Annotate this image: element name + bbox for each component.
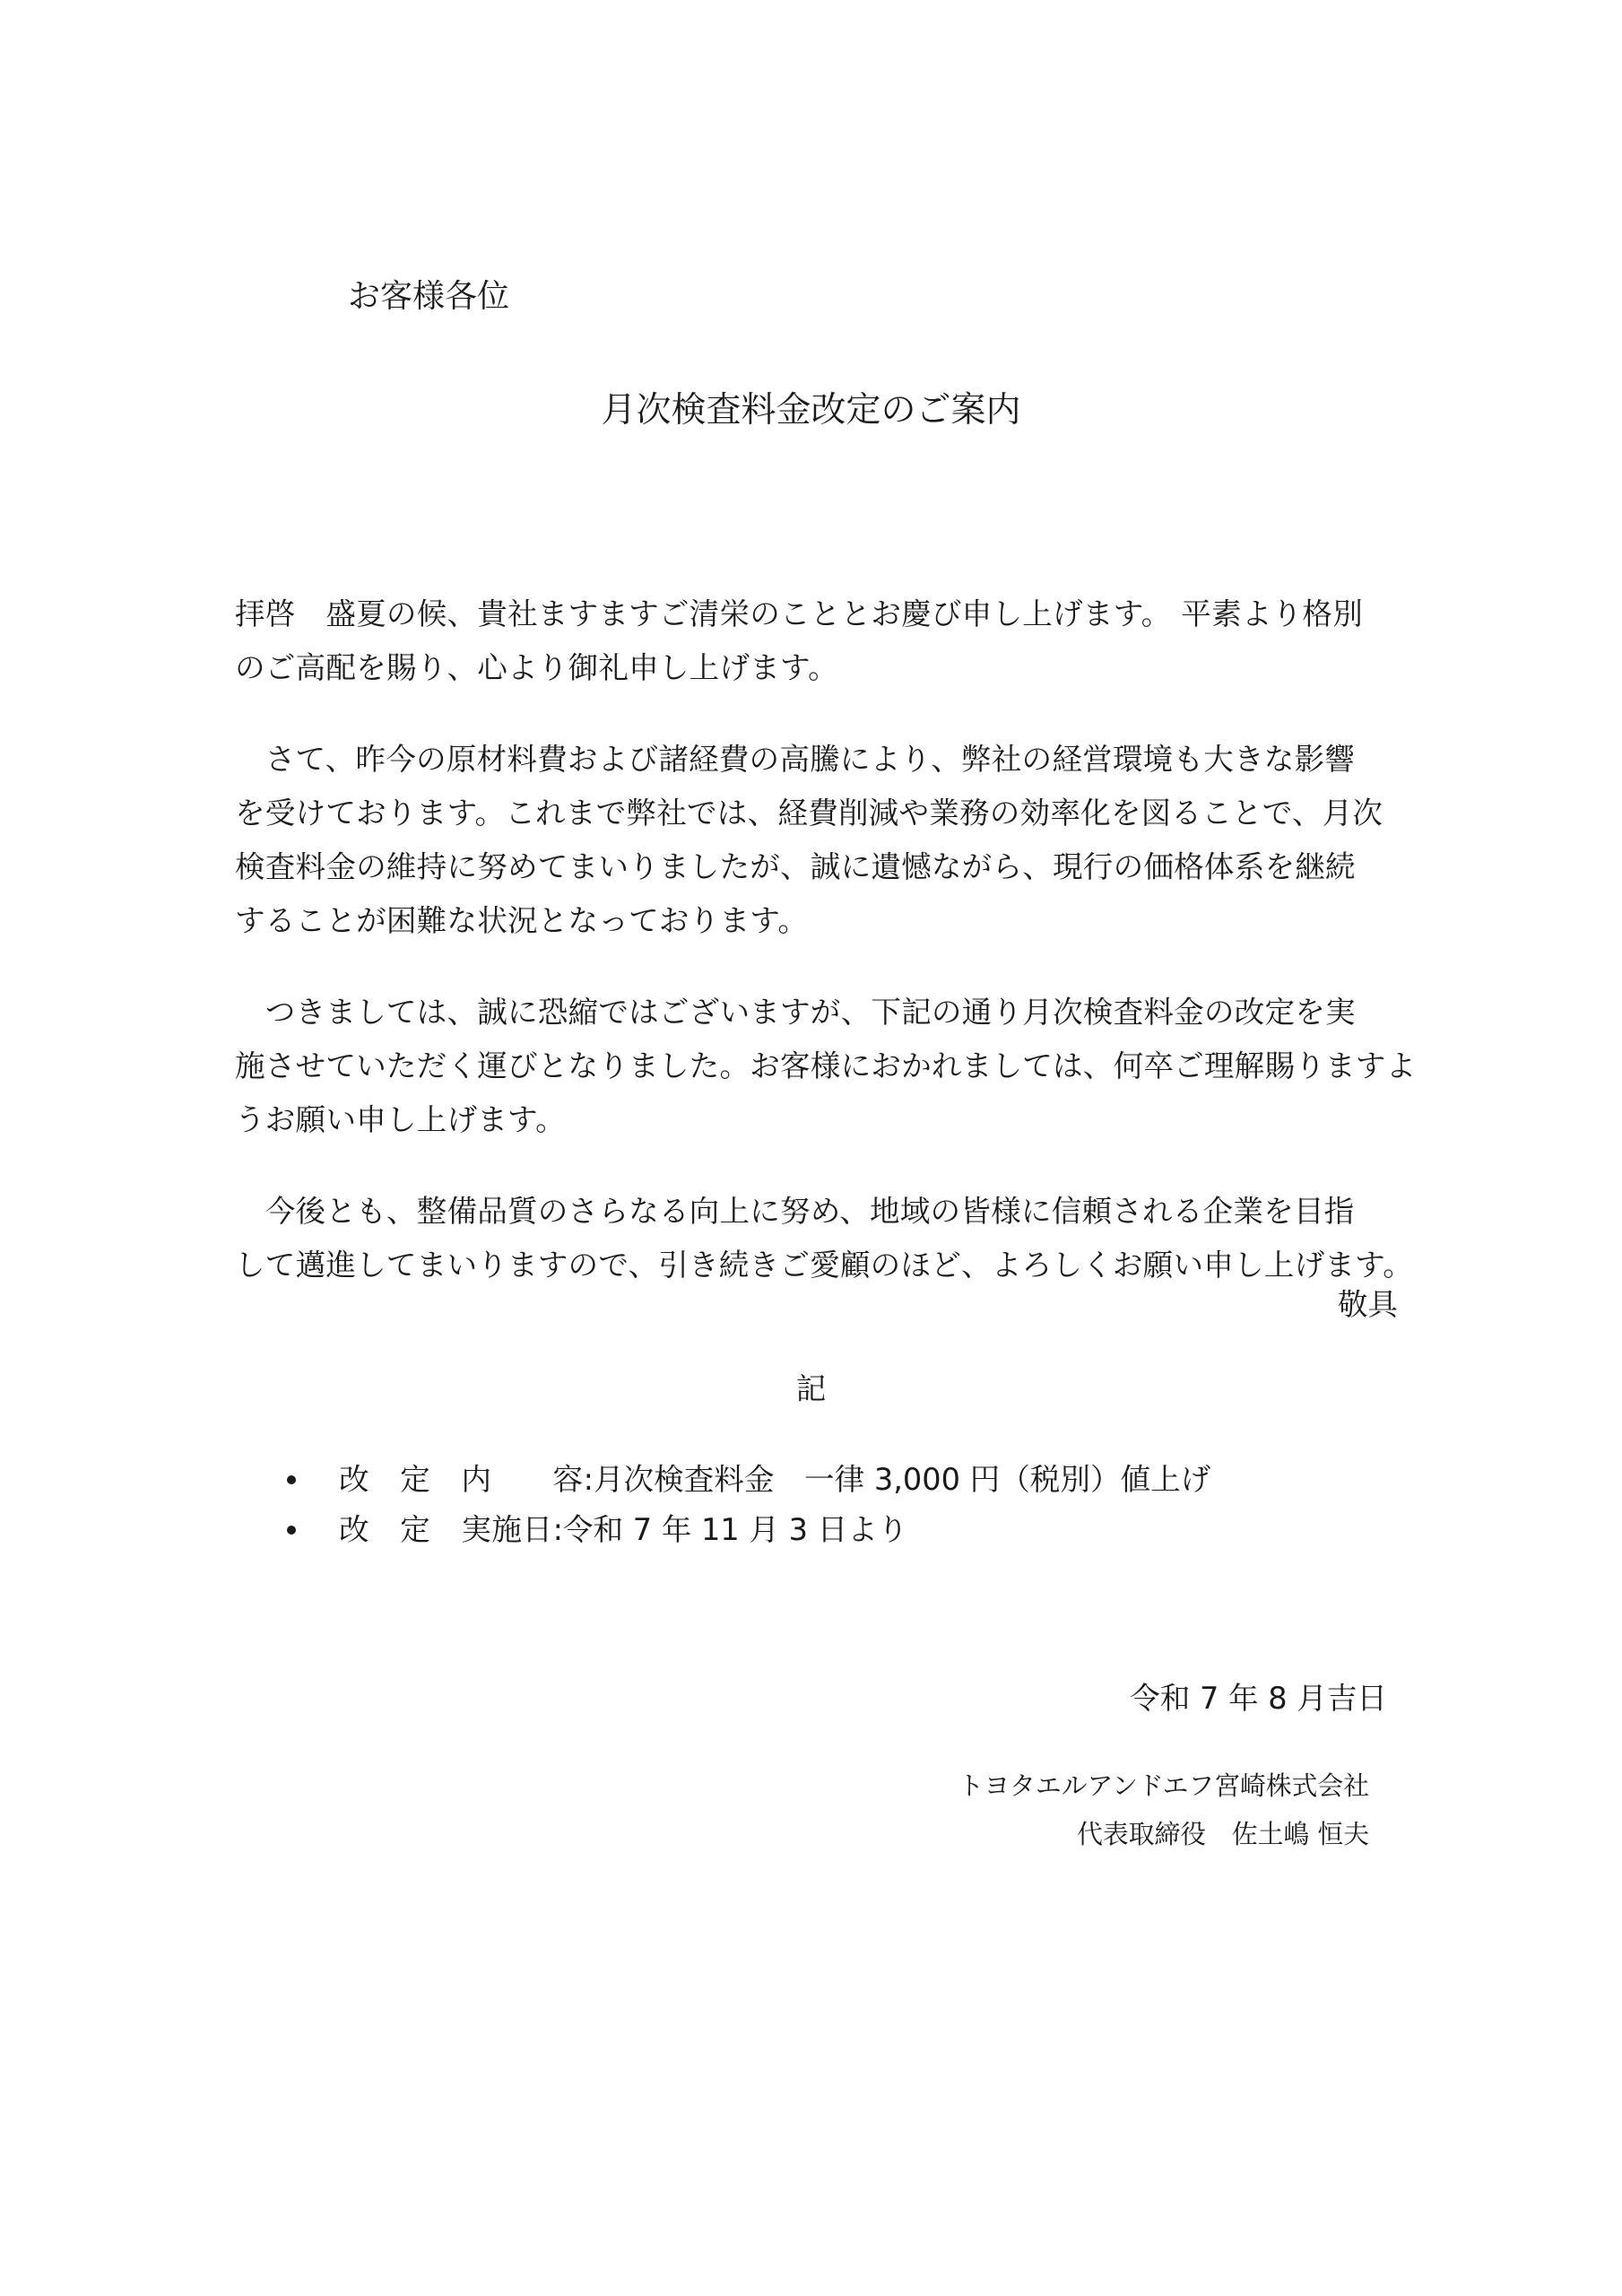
list-item [283, 1505, 1210, 1555]
bullet-icon [287, 1475, 296, 1484]
detail-value: :月次検査料金 一律 3,000 円（税別）値上げ [583, 1462, 1211, 1497]
detail-label: 改 定 内 容 [339, 1462, 584, 1497]
company-name: トヨタエルアンドエフ宮崎株式会社 [958, 1770, 1369, 1801]
representative-name: 代表取締役 佐土嶋 恒夫 [1077, 1819, 1369, 1849]
addressee: お客様各位 [348, 278, 510, 315]
detail-value: :令和 7 年 11 月 3 日より [552, 1512, 908, 1547]
paragraph-line: することが困難な状況となっております。 [235, 903, 809, 938]
letter-body [235, 587, 1417, 1330]
paragraph-line: うお願い申し上げます。 [235, 1102, 566, 1137]
revision-details-list [283, 1455, 1210, 1555]
paragraph-line: さて、昨今の原材料費および諸経費の高騰により、弊社の経営環境も大きな影響 [235, 742, 1356, 777]
document-title: 月次検査料金改定のご案内 [601, 390, 1021, 430]
paragraph-line: を受けております。これまで弊社では、経費削減や業務の効率化を図ることで、月次 [235, 796, 1383, 831]
paragraph-announcement [235, 986, 1417, 1147]
paragraph-line: 今後とも、整備品質のさらなる向上に努め、地域の皆様に信頼される企業を目指 [235, 1194, 1355, 1229]
paragraph-background [235, 733, 1401, 948]
paragraph-line: 検査料金の維持に努めてまいりましたが、誠に遺憾ながら、現行の価格体系を継続 [235, 849, 1356, 884]
paragraph-line: のご高配を賜り、心より御礼申し上げます。 [235, 650, 838, 685]
notation-heading: 記 [795, 1371, 827, 1406]
list-item [283, 1455, 1210, 1505]
closing-phrase: 敬具 [1337, 1287, 1398, 1322]
paragraph-line: して邁進してまいりますので、引き続きご愛顧のほど、よろしくお願い申し上げます。 [235, 1248, 1413, 1283]
detail-label: 改 定 実施日 [339, 1512, 553, 1547]
paragraph-greeting [235, 587, 1401, 695]
issue-date: 令和 7 年 8 月吉日 [1130, 1681, 1387, 1716]
bullet-icon [287, 1526, 296, 1535]
paragraph-outlook [235, 1185, 1413, 1292]
paragraph-line: 施させていただく運びとなりました。お客様におかれましては、何卒ご理解賜りますよ [235, 1048, 1417, 1083]
paragraph-line: 拝啓 盛夏の候、貴社ますますご清栄のこととお慶び申し上げます。 平素より格別 [235, 596, 1363, 631]
paragraph-line: つきましては、誠に恐縮ではございますが、下記の通り月次検査料金の改定を実 [235, 995, 1356, 1030]
